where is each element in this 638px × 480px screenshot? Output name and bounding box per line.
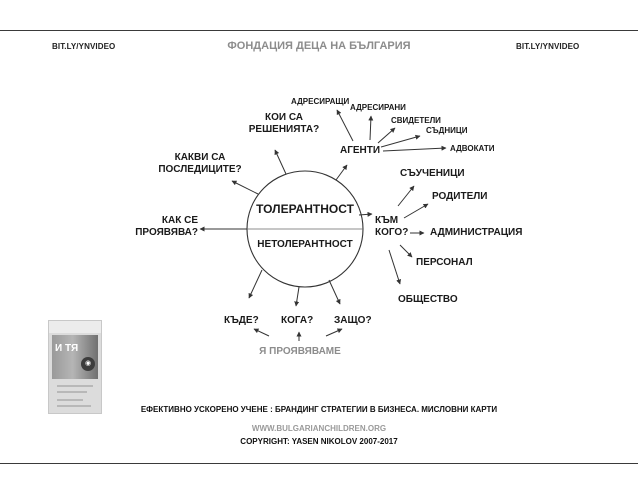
foundation-title: ФОНДАЦИЯ ДЕЦА НА БЪЛГАРИЯ xyxy=(227,40,411,52)
arrow-witnesses xyxy=(378,128,395,143)
arrow-agents xyxy=(336,165,347,180)
node-why: ЗАЩО? xyxy=(334,315,372,326)
node-witnesses: СВИДЕТЕЛИ xyxy=(391,116,441,125)
arrow-judges xyxy=(381,136,420,147)
node-i-manifest: Я ПРОЯВЯВАМЕ xyxy=(259,346,341,357)
arrow-where xyxy=(249,270,262,298)
arrow-addressers xyxy=(337,110,353,141)
footer-tagline: ЕФЕКТИВНО УСКОРЕНО УЧЕНЕ : БРАНДИНГ СТРАТЕГИИ В БИЗНЕСА. МИСЛОВНИ КАРТИ xyxy=(140,405,498,414)
node-parents: РОДИТЕЛИ xyxy=(432,191,488,202)
arrow-why-back xyxy=(326,329,342,336)
tolerance-label: ТОЛЕРАНТНОСТ xyxy=(256,202,354,216)
node-administration: АДМИНИСТРАЦИЯ xyxy=(430,227,523,238)
book-cover-thumbnail[interactable] xyxy=(48,320,102,414)
node-judges: СЪДНИЦИ xyxy=(426,126,468,135)
arrow-when xyxy=(296,287,299,306)
book-title: И ТЯ xyxy=(55,343,79,354)
node-solutions: КОИ СА РЕШЕНИЯТА? xyxy=(248,112,320,135)
book-top-strip xyxy=(49,321,101,333)
arrow-lawyers xyxy=(383,148,446,151)
node-towards-whom: КЪМ КОГО? xyxy=(375,215,409,238)
node-addressees: АДРЕСИРАНИ xyxy=(350,103,406,112)
footer-website[interactable]: WWW.BULGARIANCHILDREN.ORG xyxy=(251,424,387,433)
footer-copyright: COPYRIGHT: YASEN NIKOLOV 2007-2017 xyxy=(240,437,398,446)
header-link-left[interactable]: BIT.LY/YNVIDEO xyxy=(52,42,116,51)
node-staff: ПЕРСОНАЛ xyxy=(416,257,473,268)
book-text-line xyxy=(57,391,87,393)
arrow-consequences xyxy=(232,181,258,194)
arrow-society xyxy=(389,250,400,284)
node-society: ОБЩЕСТВО xyxy=(398,294,458,305)
book-text-line xyxy=(57,399,83,401)
node-agents: АГЕНТИ xyxy=(340,145,381,156)
arrow-why xyxy=(329,280,340,304)
node-manifests: КАК СЕ ПРОЯВЯВА? xyxy=(135,215,198,238)
eye-icon: ◉ xyxy=(81,357,95,371)
arrow-solutions xyxy=(275,150,286,174)
node-classmates: СЪУЧЕНИЦИ xyxy=(400,168,465,179)
node-lawyers: АДВОКАТИ xyxy=(450,144,495,153)
arrow-classmates xyxy=(398,186,414,206)
node-when: КОГА? xyxy=(281,315,314,326)
arrow-staff xyxy=(400,245,412,257)
intolerance-label: НЕТОЛЕРАНТНОСТ xyxy=(257,239,353,250)
header-link-right[interactable]: BIT.LY/YNVIDEO xyxy=(516,42,580,51)
arrow-where-back xyxy=(254,329,269,336)
node-addressers: АДРЕСИРАЩИ xyxy=(291,97,350,106)
node-where: КЪДЕ? xyxy=(224,315,259,326)
node-consequences: КАКВИ СА ПОСЛЕДИЦИТЕ? xyxy=(158,152,242,175)
book-text-line xyxy=(57,385,93,387)
arrow-addressees xyxy=(370,116,371,140)
